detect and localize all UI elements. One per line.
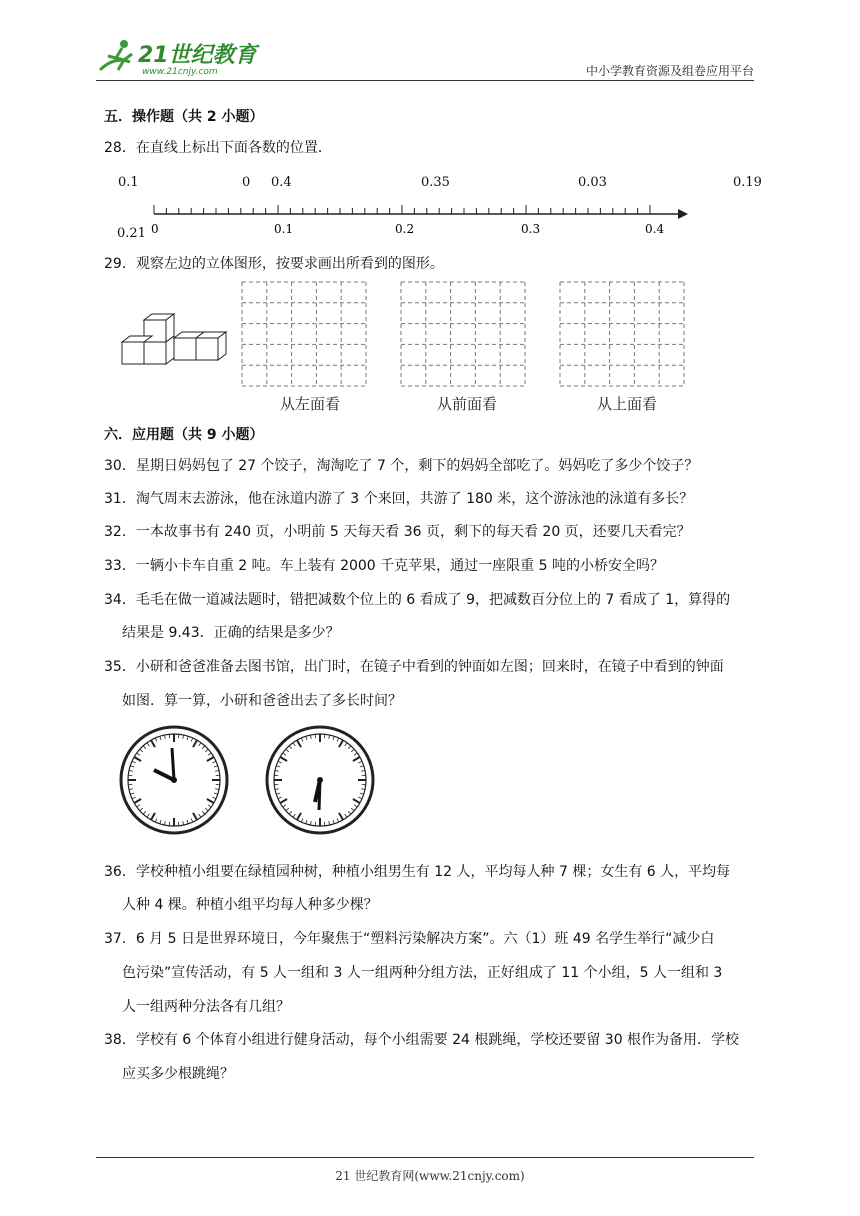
question-35-line1: 35．小研和爸爸准备去图书馆，出门时，在镜子中看到的钟面如左图；回来时，在镜子中看到的钟面: [104, 659, 724, 675]
clock-left: [118, 724, 230, 836]
section-title-applications: 六．应用题（共 9 小题）: [104, 427, 264, 443]
axis-tick-label: 0.2: [395, 222, 415, 236]
grid-top-view: [558, 280, 686, 388]
question-28: 28．在直线上标出下面各数的位置．: [104, 140, 332, 156]
question-34-line2: 结果是 9.43．正确的结果是多少？: [122, 625, 340, 641]
platform-name: 中小学教育资源及组卷应用平台: [585, 64, 754, 78]
question-32: 32．一本故事书有 240 页，小明前 5 天每天看 36 页，剩下的每天看 20 页，还要几天看完？: [104, 524, 691, 540]
question-33: 33．一辆小卡车自重 2 吨。车上装有 2000 千克苹果，通过一座限重 5 吨的小桥安全吗？: [104, 558, 664, 574]
number-line: [140, 198, 700, 242]
question-36-line1: 36．学校种植小组要在绿植园种树，种植小组男生有 12 人，平均每人种 7 棵；女生有 6 人，平均每: [104, 864, 731, 880]
section-title-operations: 五．操作题（共 2 小题）: [104, 109, 264, 125]
caption-front-view: 从前面看: [437, 395, 498, 413]
arrow-icon: [678, 209, 688, 219]
number-label: 0.1: [118, 175, 139, 190]
caption-left-view: 从左面看: [280, 395, 341, 413]
question-37-line3: 人一组两种分法各有几组？: [122, 999, 290, 1015]
question-38-line1: 38．学校有 6 个体育小组进行健身活动，每个小组需要 24 根跳绳，学校还要留 30 根作为备用．学校: [104, 1032, 740, 1048]
question-35-line2: 如图．算一算，小研和爸爸出去了多长时间？: [122, 693, 402, 709]
svg-text:www.21cnjy.com: www.21cnjy.com: [142, 67, 218, 77]
question-38-line2: 应买多少根跳绳？: [122, 1066, 234, 1082]
question-30: 30．星期日妈妈包了 27 个饺子，淘淘吃了 7 个，剩下的妈妈全部吃了。妈妈吃了多少个饺子？: [104, 458, 699, 474]
number-label: 0.35: [421, 175, 450, 190]
axis-tick-label: 0: [151, 222, 159, 236]
question-34-line1: 34．毛毛在做一道减法题时，错把减数个位上的 6 看成了 9，把减数百分位上的 7 看成了 1，算得的: [104, 592, 731, 608]
axis-tick-label: 0.1: [274, 222, 294, 236]
grid-front-view: [399, 280, 527, 388]
header-rule: [96, 80, 754, 81]
logo-icon: [96, 36, 266, 80]
question-31: 31．淘气周末去游泳，他在泳道内游了 3 个来回，共游了 180 米，这个游泳池的泳道有多长？: [104, 491, 694, 507]
clock-right: [264, 724, 376, 836]
number-label: 0.21: [117, 226, 146, 241]
axis-tick-label: 0.3: [521, 222, 541, 236]
number-label: 0: [242, 175, 251, 190]
number-label: 0.4: [271, 175, 292, 190]
question-36-line2: 人种 4 棵。种植小组平均每人种多少棵？: [122, 897, 378, 913]
question-29: 29．观察左边的立体图形，按要求画出所看到的图形。: [104, 256, 444, 272]
svg-text:21世纪教育: 21世纪教育: [138, 43, 257, 68]
site-logo: [96, 36, 266, 80]
number-label: 0.19: [733, 175, 762, 190]
grid-left-view: [240, 280, 368, 388]
axis-tick-label: 0.4: [645, 222, 665, 236]
minute-hand: [172, 748, 174, 780]
footer-rule: [96, 1157, 754, 1158]
caption-top-view: 从上面看: [597, 395, 658, 413]
cube-figure: [118, 312, 228, 372]
question-37-line1: 37．6 月 5 日是世界环境日，今年聚焦于“塑料污染解决方案”。六（1）班 49 名学生举行“减少白: [104, 931, 715, 947]
question-37-line2: 色污染”宣传活动，有 5 人一组和 3 人一组两种分组方法，正好组成了 11 个小组，5 人一组和 3: [122, 965, 723, 981]
number-label: 0.03: [578, 175, 607, 190]
footer-text: 21 世纪教育网(www.21cnjy.com): [335, 1169, 525, 1183]
